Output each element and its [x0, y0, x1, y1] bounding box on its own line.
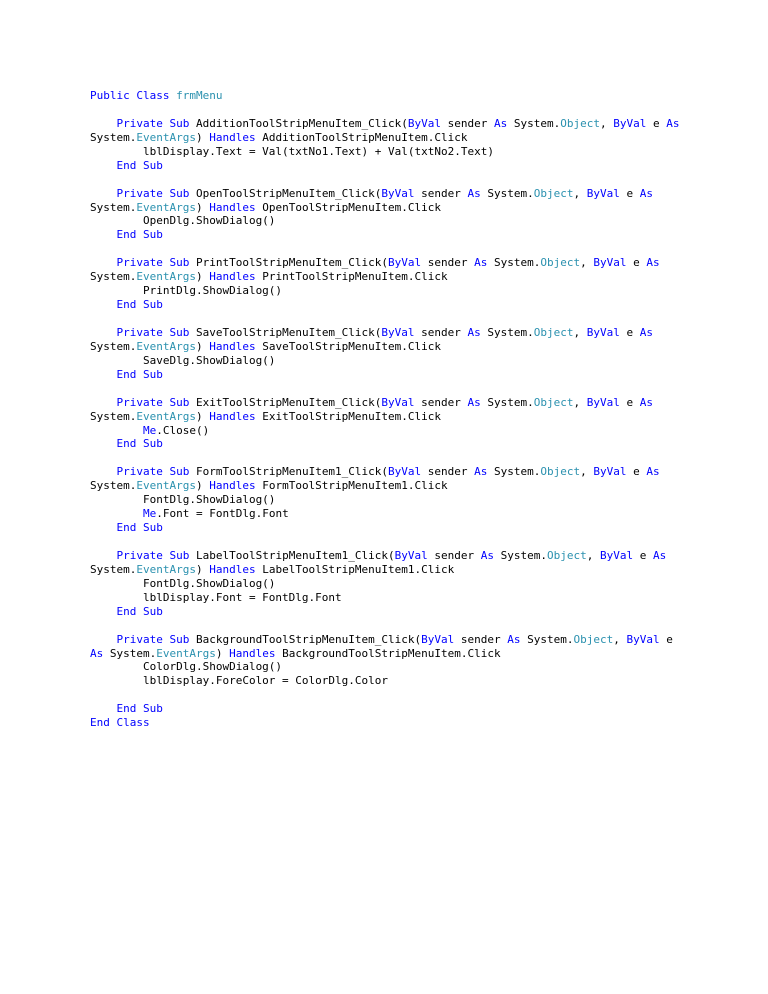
code-line [90, 410, 690, 424]
blank-line [90, 382, 690, 396]
code-line [90, 563, 690, 577]
code-text: SaveToolStripMenuItem.Click [262, 339, 442, 353]
code-text: ) [195, 270, 210, 284]
code-text: System. [90, 409, 137, 423]
code-keyword: Public Class [90, 89, 177, 102]
code-text: , [613, 632, 627, 646]
code-text: sender [427, 256, 475, 270]
code-text: System. [500, 548, 548, 562]
code-line [90, 228, 690, 242]
code-keyword: As [467, 186, 488, 200]
code-keyword: As [639, 186, 654, 200]
code-keyword: End Sub [116, 228, 163, 242]
code-line [90, 326, 690, 340]
code-text: sender [421, 395, 468, 409]
code-keyword: Handles [209, 479, 263, 493]
code-text: , [573, 395, 587, 409]
code-text: OpenDlg.ShowDialog() [90, 214, 276, 228]
code-block [90, 89, 690, 730]
code-text: FontDlg.ShowDialog() [90, 576, 276, 590]
code-type-name: EventArgs [136, 270, 196, 284]
code-type-name: EventArgs [136, 130, 196, 144]
code-keyword: End Sub [116, 298, 163, 312]
code-keyword: ByVal [381, 186, 422, 200]
code-type-name: EventArgs [136, 339, 196, 353]
code-text: lblDisplay.Text = Val(txtNo1.Text) + Val(txtNo2.Text) [90, 144, 494, 158]
code-keyword: End Sub [116, 158, 163, 172]
code-text: BackgroundToolStripMenuItem_Click( [195, 632, 422, 646]
code-type-name: Object [540, 465, 581, 479]
code-keyword: Handles [209, 270, 263, 284]
code-text: FormToolStripMenuItem1_Click( [195, 465, 389, 479]
code-keyword: Handles [229, 646, 283, 660]
code-text: ExitToolStripMenuItem.Click [262, 409, 442, 423]
code-type-name: Object [540, 256, 581, 270]
code-keyword: End Sub [116, 521, 163, 535]
code-line [90, 702, 690, 716]
code-keyword: ByVal [381, 325, 422, 339]
blank-line [90, 312, 690, 326]
code-text: .Close() [156, 423, 210, 437]
code-line [90, 159, 690, 173]
blank-line [90, 103, 690, 117]
code-text: AdditionToolStripMenuItem_Click( [195, 116, 408, 130]
code-text: e [639, 548, 654, 562]
code-text: , [580, 465, 594, 479]
code-text: System. [494, 465, 541, 479]
code-text: e [653, 116, 667, 130]
code-keyword: ByVal [600, 548, 640, 562]
code-keyword: As [666, 116, 680, 130]
code-text [90, 549, 117, 562]
code-keyword: ByVal [586, 186, 627, 200]
code-text [90, 368, 117, 381]
code-keyword: End Sub [116, 604, 163, 618]
code-text: sender [421, 186, 468, 200]
code-line [90, 256, 690, 270]
code-text: sender [447, 116, 495, 130]
code-line [90, 577, 690, 591]
code-keyword: ByVal [593, 465, 634, 479]
code-type-name: EventArgs [136, 479, 196, 493]
code-text: , [573, 325, 587, 339]
code-line [90, 605, 690, 619]
code-text: ExitToolStripMenuItem_Click( [195, 395, 382, 409]
code-text [90, 117, 117, 130]
code-text: ) [195, 562, 210, 576]
code-keyword: ByVal [388, 256, 428, 270]
blank-line [90, 173, 690, 187]
code-text: , [573, 186, 587, 200]
code-text: System. [527, 632, 574, 646]
code-line [90, 201, 690, 215]
code-text: ) [195, 200, 210, 214]
code-type-name: Object [560, 116, 600, 130]
code-type-name: Object [573, 632, 614, 646]
code-line [90, 507, 690, 521]
code-text [90, 437, 117, 450]
code-line [90, 117, 690, 131]
code-keyword: Private Sub [116, 186, 196, 200]
code-keyword: As [639, 395, 654, 409]
code-keyword: End Sub [116, 367, 163, 381]
code-line [90, 493, 690, 507]
code-text: System. [90, 562, 137, 576]
code-keyword: Private Sub [116, 465, 196, 479]
code-keyword: ByVal [586, 325, 627, 339]
code-line [90, 549, 690, 563]
code-keyword: ByVal [586, 395, 627, 409]
code-type-name: EventArgs [156, 646, 216, 660]
code-line [90, 716, 690, 730]
code-keyword: Me [142, 423, 157, 437]
code-text: PrintToolStripMenuItem_Click( [195, 256, 389, 270]
code-text: .Font = FontDlg.Font [156, 507, 289, 521]
code-text: ) [215, 646, 230, 660]
code-text: ) [195, 130, 210, 144]
code-line [90, 424, 690, 438]
code-text [90, 326, 117, 339]
code-text: e [626, 186, 640, 200]
code-text: OpenToolStripMenuItem.Click [262, 200, 442, 214]
code-keyword: Handles [209, 130, 263, 144]
code-text: sender [434, 548, 481, 562]
code-line [90, 298, 690, 312]
code-type-name: EventArgs [136, 562, 196, 576]
code-keyword: As [474, 256, 495, 270]
code-text [90, 702, 117, 715]
code-keyword: As [646, 256, 660, 270]
code-line [90, 633, 690, 647]
code-text: e [633, 256, 647, 270]
code-keyword: ByVal [407, 116, 448, 130]
code-type-name: Object [547, 548, 587, 562]
code-keyword: As [474, 465, 495, 479]
code-text [90, 187, 117, 200]
code-line [90, 437, 690, 451]
code-text [90, 228, 117, 241]
code-line [90, 145, 690, 159]
code-keyword: As [480, 548, 501, 562]
code-line [90, 674, 690, 688]
code-text: sender [460, 632, 508, 646]
code-text: ColorDlg.ShowDialog() [90, 660, 283, 674]
code-text [90, 521, 117, 534]
code-keyword: Me [142, 507, 157, 521]
code-line [90, 521, 690, 535]
code-text: PrintDlg.ShowDialog() [90, 284, 283, 298]
code-line [90, 187, 690, 201]
code-text: BackgroundToolStripMenuItem.Click [282, 646, 501, 660]
code-text: System. [487, 395, 534, 409]
code-keyword: ByVal [593, 256, 634, 270]
code-text: , [580, 256, 594, 270]
code-keyword: ByVal [421, 632, 461, 646]
code-keyword: ByVal [394, 548, 435, 562]
code-keyword: Private Sub [116, 325, 196, 339]
code-line [90, 479, 690, 493]
blank-line [90, 535, 690, 549]
code-keyword: Private Sub [116, 116, 196, 130]
code-keyword: As [639, 325, 654, 339]
code-line [90, 270, 690, 284]
code-text: ) [195, 409, 210, 423]
code-keyword: Handles [209, 339, 263, 353]
code-text: System. [90, 130, 137, 144]
code-line [90, 368, 690, 382]
code-keyword: ByVal [626, 632, 667, 646]
code-text [90, 465, 117, 478]
code-keyword: Handles [209, 562, 263, 576]
code-text [90, 424, 143, 437]
code-keyword: As [646, 465, 660, 479]
blank-line [90, 451, 690, 465]
code-type-name: Object [533, 325, 574, 339]
code-text: FormToolStripMenuItem1.Click [262, 479, 448, 493]
code-text [90, 396, 117, 409]
code-type-name: frmMenu [176, 89, 223, 102]
blank-line [90, 619, 690, 633]
code-keyword: ByVal [613, 116, 653, 130]
code-type-name: Object [533, 395, 574, 409]
code-keyword: As [467, 395, 488, 409]
code-line [90, 465, 690, 479]
code-text: FontDlg.ShowDialog() [90, 493, 276, 507]
code-keyword: ByVal [381, 395, 422, 409]
code-keyword: Handles [209, 409, 263, 423]
code-line [90, 284, 690, 298]
code-keyword: End Sub [116, 437, 163, 451]
code-text: System. [90, 479, 137, 493]
code-text: ) [195, 479, 210, 493]
code-keyword: End Class [90, 716, 150, 730]
code-text: e [626, 395, 640, 409]
code-text: System. [487, 186, 534, 200]
code-keyword: Private Sub [116, 395, 196, 409]
code-text: , [586, 548, 601, 562]
code-text: , [600, 116, 614, 130]
code-text: sender [421, 325, 468, 339]
code-line [90, 340, 690, 354]
code-text [90, 298, 117, 311]
code-text: System. [487, 325, 534, 339]
blank-line [90, 242, 690, 256]
code-text: ) [195, 339, 210, 353]
code-text: System. [90, 200, 137, 214]
code-keyword: End Sub [116, 702, 163, 716]
code-text: System. [513, 116, 561, 130]
blank-line [90, 688, 690, 702]
code-type-name: EventArgs [136, 200, 196, 214]
code-keyword: Private Sub [116, 548, 196, 562]
code-text: lblDisplay.Font = FontDlg.Font [90, 590, 342, 604]
code-keyword: As [653, 548, 667, 562]
code-keyword: Handles [209, 200, 263, 214]
code-line [90, 396, 690, 410]
code-text: System. [109, 646, 157, 660]
code-text: SaveDlg.ShowDialog() [90, 353, 276, 367]
code-text: System. [494, 256, 541, 270]
code-text: SaveToolStripMenuItem_Click( [195, 325, 382, 339]
code-type-name: EventArgs [136, 409, 196, 423]
code-text: e [626, 325, 640, 339]
code-keyword: As [90, 646, 110, 660]
code-type-name: Object [533, 186, 574, 200]
code-keyword: As [494, 116, 514, 130]
code-text: System. [90, 339, 137, 353]
code-keyword: ByVal [388, 465, 428, 479]
code-line [90, 660, 690, 674]
code-keyword: As [467, 325, 488, 339]
code-line [90, 647, 690, 661]
code-keyword: Private Sub [116, 632, 196, 646]
code-keyword: Private Sub [116, 256, 196, 270]
code-text [90, 507, 143, 520]
code-text: e [633, 465, 647, 479]
code-text: OpenToolStripMenuItem_Click( [195, 186, 382, 200]
code-line [90, 591, 690, 605]
code-text: PrintToolStripMenuItem.Click [262, 270, 448, 284]
code-text: AdditionToolStripMenuItem.Click [262, 130, 468, 144]
code-text [90, 159, 117, 172]
code-text [90, 633, 117, 646]
code-line [90, 131, 690, 145]
code-text: lblDisplay.ForeColor = ColorDlg.Color [90, 674, 389, 688]
code-text: LabelToolStripMenuItem1.Click [262, 562, 455, 576]
code-text [90, 256, 117, 269]
code-text: e [666, 632, 673, 646]
code-text: System. [90, 270, 137, 284]
code-line [90, 89, 690, 103]
code-text [90, 605, 117, 618]
code-keyword: As [507, 632, 528, 646]
code-text: LabelToolStripMenuItem1_Click( [195, 548, 395, 562]
code-text: sender [427, 465, 475, 479]
code-line [90, 214, 690, 228]
code-line [90, 354, 690, 368]
